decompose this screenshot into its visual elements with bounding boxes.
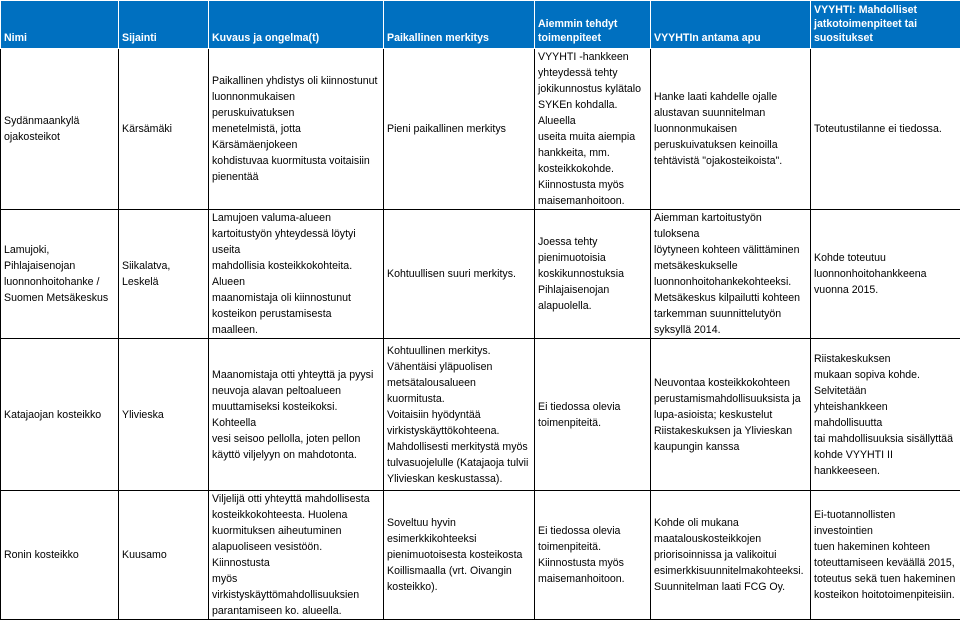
cell-jatko: Toteutustilanne ei tiedossa. (811, 49, 960, 210)
cell-apu: Aiemman kartoitustyön tuloksena löytyneen kohteen välittäminen metsäkeskukselle luonnonhoitohankekohteeksi. Metsäkeskus kilpailutti kohteen tarkemman suunnittelutyön syksyllä 2014. (651, 210, 811, 339)
header-apu: VYYHTIn antama apu (651, 1, 811, 49)
header-nimi: Nimi (1, 1, 119, 49)
cell-kuvaus: Maanomistaja otti yhteyttä ja pyysi neuvoja alavan peltoalueen muuttamiseksi kosteikoksi. Kohteella vesi seisoo pellolla, joten pellon käyttö viljelyyn on mahdotonta. (209, 339, 384, 491)
header-merkitys: Paikallinen merkitys (384, 1, 535, 49)
table-row (1, 339, 960, 491)
cell-nimi: Lamujoki, Pihlajaisenojan luonnonhoitohanke / Suomen Metsäkeskus (1, 210, 119, 339)
cell-jatko: Ei-tuotannollisten investointien tuen hakeminen kohteen toteuttamiseen keväällä 2015, toteutus sekä tuen hakeminen kosteikon hoitotoimenpiteisiin. (811, 491, 960, 620)
cell-apu: Kohde oli mukana maatalouskosteikkojen priorisoinnissa ja valikoitui esimerkkisuunnitelmakohteeksi. Suunnitelman laati FCG Oy. (651, 491, 811, 620)
cell-merkitys: Kohtuullinen merkitys. Vähentäisi yläpuolisen metsätalousalueen kuormitusta. Voitaisiin hyödyntää virkistyskäyttökohteena. Mahdollisesti merkitystä myös tulvasuojelulle (Katajaoja tulvii Ylivieskan keskustassa). (384, 339, 535, 491)
header-jatko: VYYHTI: Mahdolliset jatkotoimenpiteet tai suositukset (811, 1, 960, 49)
cell-aiemmat: Ei tiedossa olevia toimenpiteitä. Kiinnostusta myös maisemanhoitoon. (535, 491, 651, 620)
table-row (1, 491, 960, 620)
cell-kuvaus: Viljelijä otti yhteyttä mahdollisesta kosteikkokohteesta. Huolena kuormituksen aiheutuminen alapuoliseen vesistöön. Kiinnostusta myös virkistyskäyttömahdollisuuksien parantamiseen ko. alueella. (209, 491, 384, 620)
cell-nimi: Sydänmaankylä ojakosteikot (1, 49, 119, 210)
table-row (1, 49, 960, 210)
header-sijainti: Sijainti (119, 1, 209, 49)
cell-apu: Hanke laati kahdelle ojalle alustavan suunnitelman luonnonmukaisen peruskuivatuksen keinoilla tehtävistä "ojakosteikoista". (651, 49, 811, 210)
cell-jatko: Riistakeskuksen mukaan sopiva kohde. Selvitetään yhteishankkeen mahdollisuutta tai mahdollisuuksia sisällyttää kohde VYYHTI II hankkeeseen. (811, 339, 960, 491)
cell-nimi: Katajaojan kosteikko (1, 339, 119, 491)
header-aiemmat: Aiemmin tehdyt toimenpiteet (535, 1, 651, 49)
cell-nimi: Ronin kosteikko (1, 491, 119, 620)
cell-aiemmat: Ei tiedossa olevia toimenpiteitä. (535, 339, 651, 491)
cell-merkitys: Soveltuu hyvin esimerkkikohteeksi pienimuotoisesta kosteikosta Koillismaalla (vrt. Oivangin kosteikko). (384, 491, 535, 620)
cell-merkitys: Kohtuullisen suuri merkitys. (384, 210, 535, 339)
cell-kuvaus: Paikallinen yhdistys oli kiinnostunut luonnonmukaisen peruskuivatuksen menetelmistä, jotta Kärsämäenjokeen kohdistuvaa kuormitusta voitaisiin pienentää (209, 49, 384, 210)
cell-sijainti: Kuusamo (119, 491, 209, 620)
header-row (1, 1, 960, 49)
header-kuvaus: Kuvaus ja ongelma(t) (209, 1, 384, 49)
cell-aiemmat: Joessa tehty pienimuotoisia koskikunnostuksia Pihlajaisenojan alapuolella. (535, 210, 651, 339)
cell-sijainti: Siikalatva, Leskelä (119, 210, 209, 339)
cell-sijainti: Ylivieska (119, 339, 209, 491)
cell-merkitys: Pieni paikallinen merkitys (384, 49, 535, 210)
cell-sijainti: Kärsämäki (119, 49, 209, 210)
cell-jatko: Kohde toteutuu luonnonhoitohankkeena vuonna 2015. (811, 210, 960, 339)
table-row (1, 210, 960, 339)
cell-apu: Neuvontaa kosteikkokohteen perustamismahdollisuuksista ja lupa-asioista; keskustelut Riistakeskuksen ja Ylivieskan kaupungin kanssa (651, 339, 811, 491)
cell-aiemmat: VYYHTI -hankkeen yhteydessä tehty jokikunnostus kylätalo SYKEn kohdalla. Alueella useita muita aiempia hankkeita, mm. kosteikkokohde. Kiinnostusta myös maisemanhoitoon. (535, 49, 651, 210)
cell-kuvaus: Lamujoen valuma-alueen kartoitustyön yhteydessä löytyi useita mahdollisia kosteikkokohteita. Alueen maanomistaja oli kiinnostunut kosteikon perustamisesta maalleen. (209, 210, 384, 339)
